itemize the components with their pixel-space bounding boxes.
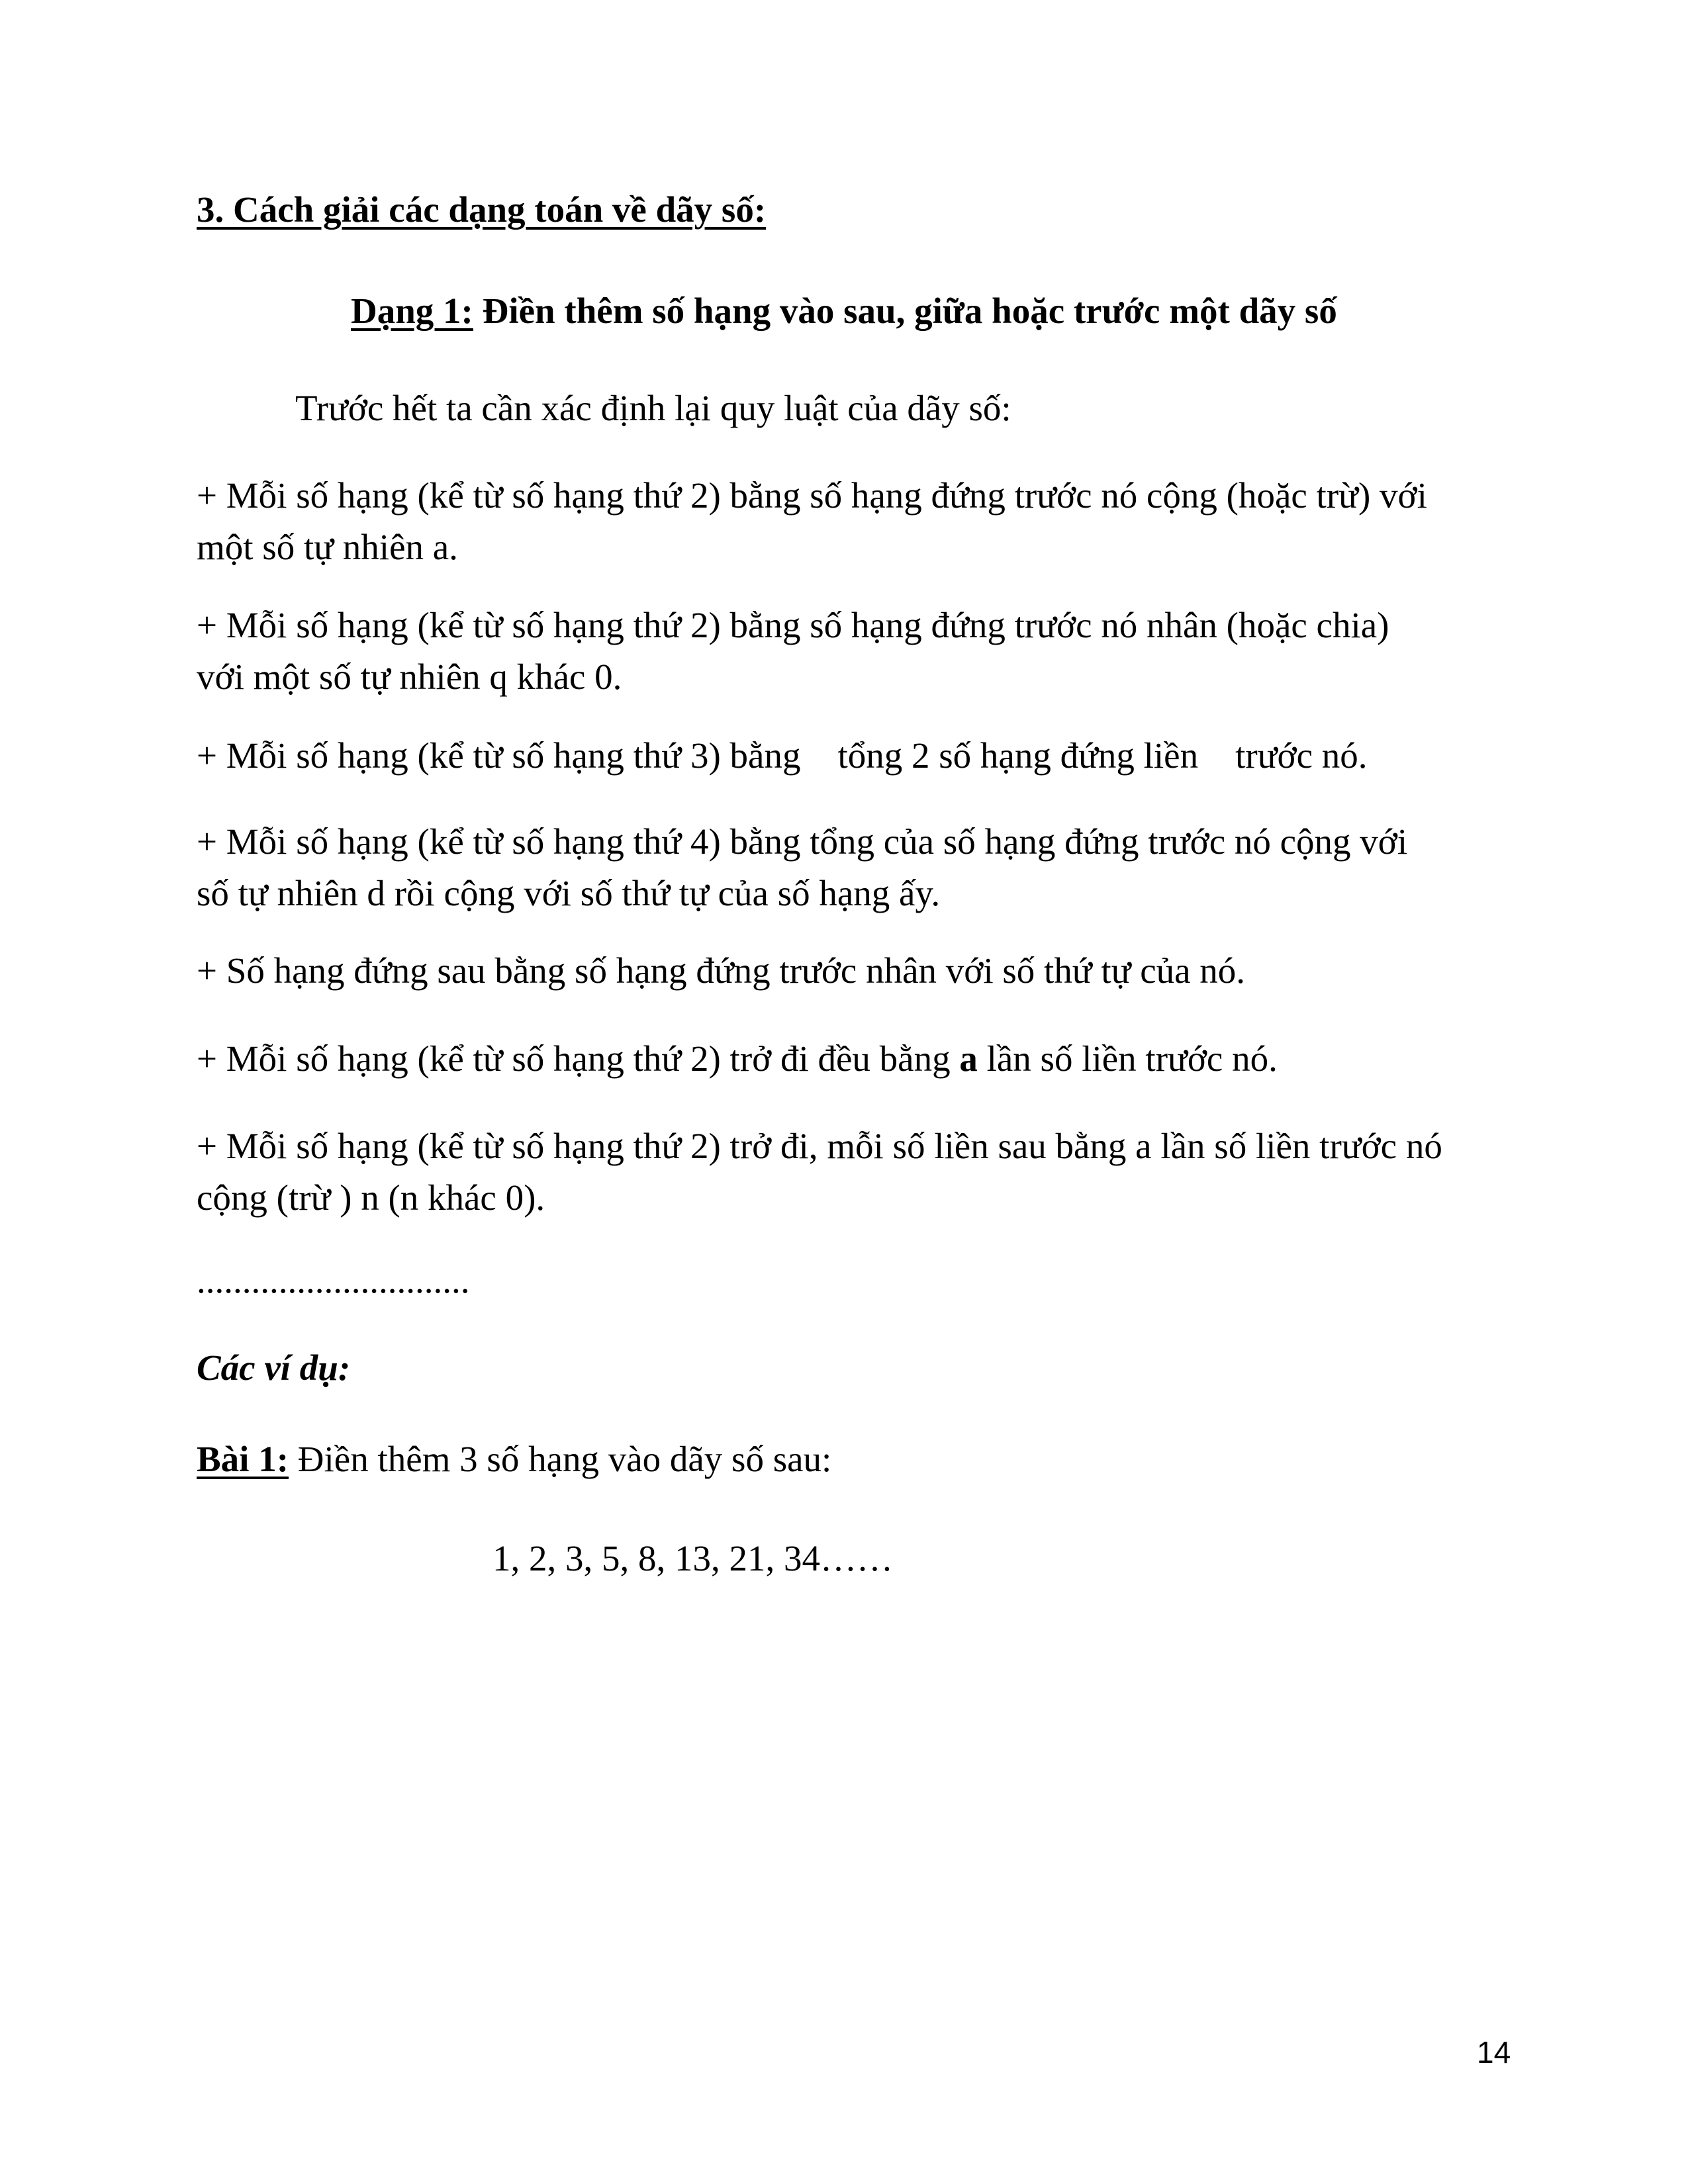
subtitle-label: Dạng 1: xyxy=(351,291,473,331)
dotted-separator xyxy=(197,1255,470,1306)
page-number-text: 14 xyxy=(1477,2035,1511,2070)
rule-3 xyxy=(197,730,1368,782)
rule-4-line-1: + Mỗi số hạng (kể từ số hạng thứ 4) bằng tổng của số hạng đứng trước nó cộng với xyxy=(197,821,1408,862)
section-title xyxy=(197,184,766,236)
exercise-1-text: Điền thêm 3 số hạng vào dãy số sau: xyxy=(289,1439,832,1479)
rule-1-line-2: một số tự nhiên a. xyxy=(197,527,458,567)
intro-text xyxy=(295,383,1011,434)
section-title-text: 3. Cách giải các dạng toán về dãy số: xyxy=(197,189,767,230)
rule-4-line-2: số tự nhiên d rồi cộng với số thứ tự của số hạng ấy. xyxy=(197,873,941,913)
examples-heading xyxy=(197,1342,350,1394)
rule-6-bold: a xyxy=(959,1038,978,1079)
exercise-1 xyxy=(197,1433,831,1485)
exercise-1-label: Bài 1: xyxy=(197,1439,289,1479)
rule-7-line-1: + Mỗi số hạng (kể từ số hạng thứ 2) trở đi, mỗi số liền sau bằng a lần số liền trước nó xyxy=(197,1126,1442,1166)
subtitle xyxy=(351,285,1337,337)
subtitle-text: Điền thêm số hạng vào sau, giữa hoặc trước một dãy số xyxy=(473,291,1337,331)
rule-6 xyxy=(197,1033,1278,1085)
rule-3-part-3: trước nó. xyxy=(1235,735,1368,776)
rule-1-line-1: + Mỗi số hạng (kể từ số hạng thứ 2) bằng số hạng đứng trước nó cộng (hoặc trừ) với xyxy=(197,475,1427,516)
rule-3-part-2: tổng 2 số hạng đứng liền xyxy=(837,735,1199,776)
rule-5-text: + Số hạng đứng sau bằng số hạng đứng trước nhân với số thứ tự của nó. xyxy=(197,950,1246,991)
exercise-1-sequence xyxy=(492,1533,893,1584)
rule-7 xyxy=(197,1120,1442,1224)
rule-4 xyxy=(197,816,1407,919)
page-number xyxy=(1477,2026,1511,2078)
rule-2-line-2: với một số tự nhiên q khác 0. xyxy=(197,657,622,697)
intro-text-content: Trước hết ta cần xác định lại quy luật của dãy số: xyxy=(295,388,1011,428)
dotted-separator-text: .............................. xyxy=(197,1260,470,1300)
rule-1 xyxy=(197,470,1427,573)
rule-6-before: + Mỗi số hạng (kể từ số hạng thứ 2) trở đi đều bằng xyxy=(197,1038,960,1079)
rule-5 xyxy=(197,945,1245,997)
rule-2 xyxy=(197,600,1389,703)
rule-3-part-1: + Mỗi số hạng (kể từ số hạng thứ 3) bằng xyxy=(197,735,801,776)
examples-heading-text: Các ví dụ: xyxy=(197,1347,351,1388)
rule-2-line-1: + Mỗi số hạng (kể từ số hạng thứ 2) bằng số hạng đứng trước nó nhân (hoặc chia) xyxy=(197,605,1389,645)
exercise-1-sequence-text: 1, 2, 3, 5, 8, 13, 21, 34…… xyxy=(492,1538,893,1578)
rule-7-line-2: cộng (trừ ) n (n khác 0). xyxy=(197,1177,545,1218)
rule-6-after: lần số liền trước nó. xyxy=(977,1038,1278,1079)
